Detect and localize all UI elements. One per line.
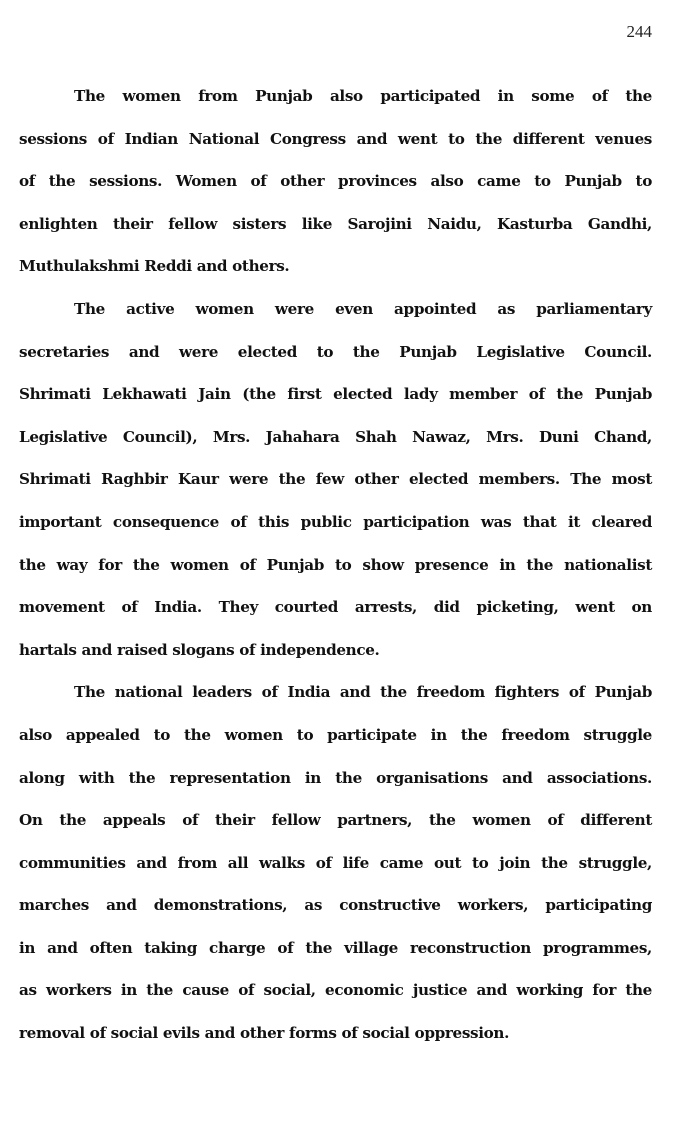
paragraph-2: [19, 288, 652, 671]
text-line: communities and from all walks of life came out to join the struggle,: [19, 853, 652, 872]
text-line: along with the representation in the organisations and associations.: [19, 768, 652, 787]
text-line: Legislative Council), Mrs. Jahahara Shah Nawaz, Mrs. Duni Chand,: [19, 427, 652, 446]
text-line: The national leaders of India and the freedom fighters of Punjab: [74, 683, 652, 702]
text-line: movement of India. They courted arrests, did picketing, went on: [19, 598, 652, 617]
text-line: Muthulakshmi Reddi and others.: [19, 257, 290, 276]
text-line: as workers in the cause of social, economic justice and working for the: [19, 981, 652, 1000]
text-line: in and often taking charge of the village reconstruction programmes,: [19, 938, 652, 957]
text-line: secretaries and were elected to the Punjab Legislative Council.: [19, 342, 652, 361]
text-line: also appealed to the women to participate in the freedom struggle: [19, 725, 652, 744]
paragraph-3: [19, 671, 652, 1054]
text-line: enlighten their fellow sisters like Sarojini Naidu, Kasturba Gandhi,: [19, 214, 652, 233]
text-line: marches and demonstrations, as constructive workers, participating: [19, 896, 652, 915]
text-line: On the appeals of their fellow partners, the women of different: [19, 811, 652, 830]
text-line: hartals and raised slogans of independence.: [19, 640, 380, 659]
text-line: important consequence of this public participation was that it cleared: [19, 512, 652, 531]
text-line: removal of social evils and other forms of social oppression.: [19, 1024, 510, 1043]
paragraph-1: [19, 75, 652, 288]
text-line: of the sessions. Women of other provinces also came to Punjab to: [19, 172, 652, 191]
text-line: Shrimati Lekhawati Jain (the first elected lady member of the Punjab: [19, 385, 652, 404]
page-number: 244: [626, 22, 652, 41]
text-line: The women from Punjab also participated in some of the: [74, 87, 652, 105]
text-line: Shrimati Raghbir Kaur were the few other elected members. The most: [19, 470, 652, 489]
text-line: The active women were even appointed as parliamentary: [74, 299, 652, 318]
text-line: the way for the women of Punjab to show presence in the nationalist: [19, 555, 652, 574]
text-line: sessions of Indian National Congress and went to the different venues: [19, 129, 652, 148]
body-text: [19, 75, 652, 1055]
